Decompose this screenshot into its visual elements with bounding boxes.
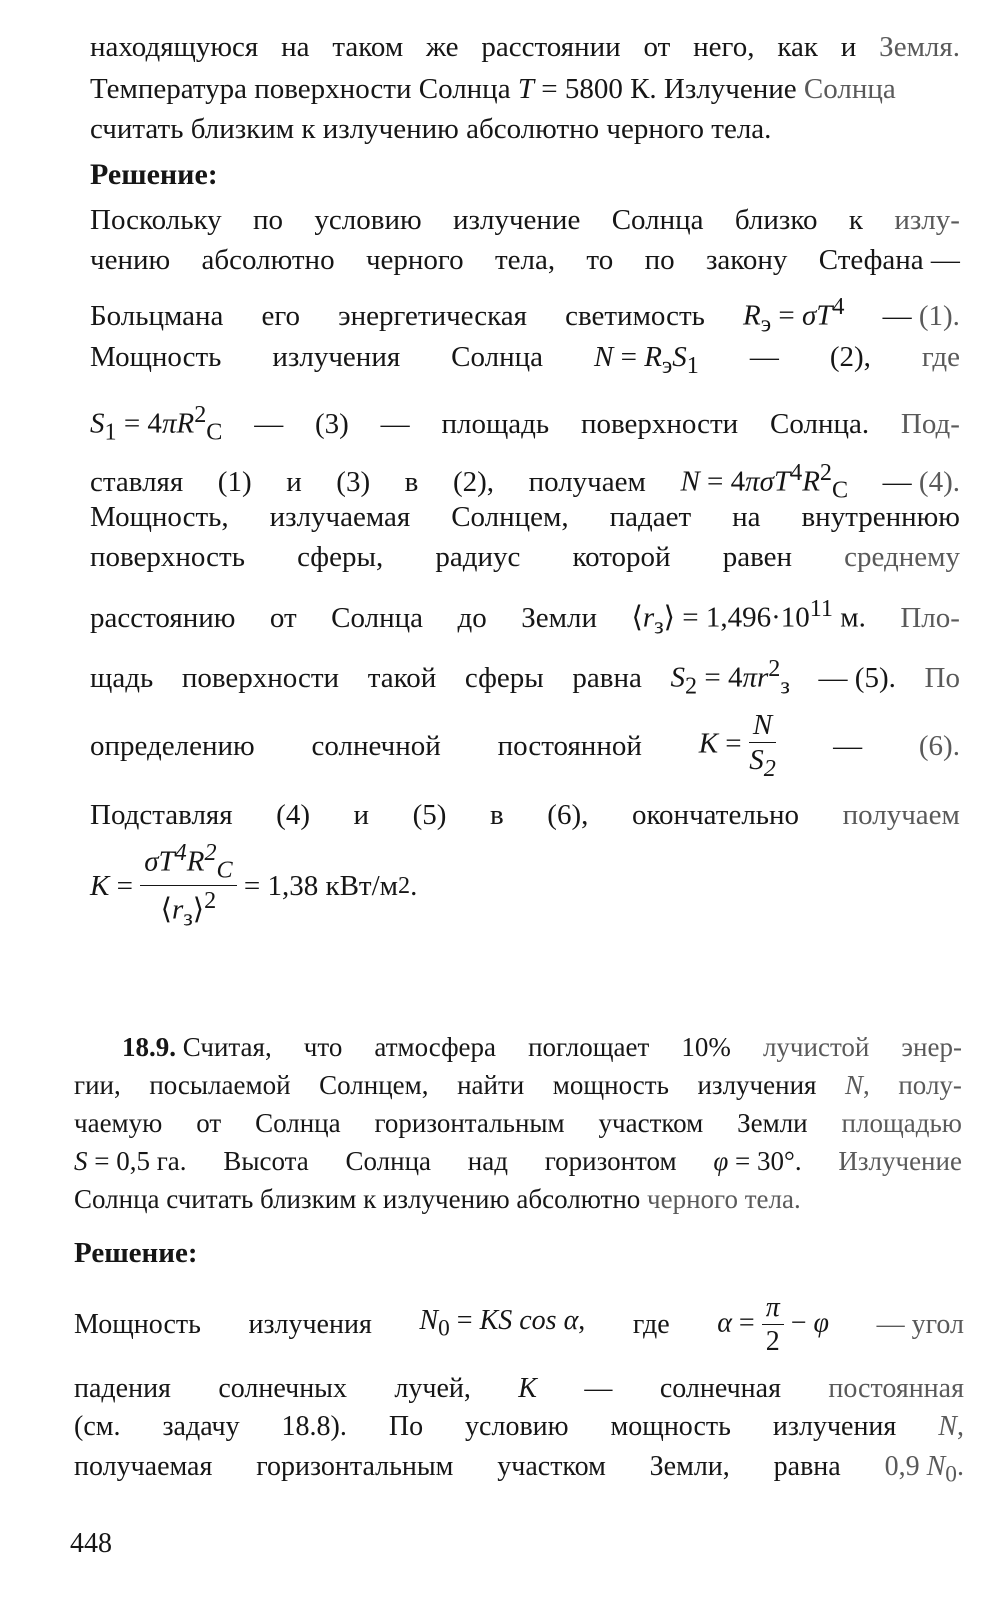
solution-2-line-4: получаемая горизонтальным участком Земли, равна 0,9 $N_0$. <box>74 1451 964 1488</box>
solution-1-line-11: определению солнечной постоянной K = $\frac{N}{S_2}$ — (6). <box>90 709 960 782</box>
page-number: 448 <box>70 1528 112 1559</box>
solution-1-line-12: Подставляя (4) и (5) в (6), окончательно получаем <box>90 799 960 831</box>
solution-1-line-9: расстоянию от Солнца до Земли $⟨r_з⟩ = 1,496\cdot 10^{11}$ м. Пло- <box>90 595 960 640</box>
solution-2-line-3: (см. задачу 18.8). По условию мощность излучения N, <box>74 1411 964 1442</box>
solution-1-line-8: поверхность сферы, радиус которой равен среднему <box>90 541 960 573</box>
solution-2-line-2: падения солнечных лучей, K — солнечная постоянная <box>74 1373 964 1404</box>
top-fragment-line-3: считать близким к излучению абсолютно черного тела. <box>90 113 772 145</box>
solution-heading-1: Решение: <box>90 158 218 191</box>
solution-2-line-1: Мощность излучения $N_0$ = KS cos α, где α = $\frac{\pi}{2}$ − φ — угол <box>74 1292 964 1357</box>
problem-18-9-line-2: гии, посылаемой Солнцем, найти мощность излучения N, полу- <box>74 1070 962 1100</box>
solution-1-line-10: щадь поверхности такой сферы равна $S_2 = 4\pi r^2_з$ — (5). По <box>90 655 960 700</box>
solution-1-result: K = $\frac{\sigma T^4R^2_C}{⟨r_з⟩^2}$ = 1,38 кВт/м 2 . <box>90 839 418 932</box>
top-fragment-line-1: находящуюся на таком же расстоянии от него, как и Земля. <box>90 31 960 63</box>
solution-1-line-4: Мощность излучения Солнца $N = R_эS_1$ — (2), где <box>90 341 960 379</box>
top-fragment-line-2: Температура поверхности Солнца T = 5800 К. Излучение Солнца <box>90 73 896 105</box>
problem-18-9-line-1: 18.9. Считая, что атмосфера поглощает 10% лучистой энер- <box>122 1032 962 1062</box>
problem-18-9-line-5: Солнца считать близким к излучению абсолютно черного тела. <box>74 1184 801 1214</box>
fraction-pi-over-2: $\frac{\pi}{2}$ <box>762 1294 784 1356</box>
fraction-result: $\frac{\sigma T^4R^2_C}{⟨r_з⟩^2}$ <box>140 841 236 930</box>
fraction-N-over-S2: $\frac{N}{S_2}$ <box>749 709 776 782</box>
solution-heading-2: Решение: <box>74 1237 198 1269</box>
solution-1-line-3: Больцмана его энергетическая светимость $R_э = \sigma T^4$ — (1). <box>90 293 960 338</box>
problem-18-9-line-4: S = 0,5 га. Высота Солнца над горизонтом φ = 30°. Излучение <box>74 1146 962 1176</box>
solution-1-line-7: Мощность, излучаемая Солнцем, падает на внутреннюю <box>90 501 960 533</box>
problem-18-9-line-3: чаемую от Солнца горизонтальным участком Земли площадью <box>74 1108 962 1138</box>
solution-1-line-1: Поскольку по условию излучение Солнца близко к излу- <box>90 204 960 236</box>
solution-1-line-2: чению абсолютно черного тела, то по закону Стефана — <box>90 244 960 276</box>
solution-1-line-6: ставляя (1) и (3) в (2), получаем $N = 4\pi\sigma T^4R^2_C$ — (4). <box>90 459 960 504</box>
solution-1-line-5: $S_1 = 4\pi R^2_C$ — (3) — площадь поверхности Солнца. Под- <box>90 401 960 446</box>
